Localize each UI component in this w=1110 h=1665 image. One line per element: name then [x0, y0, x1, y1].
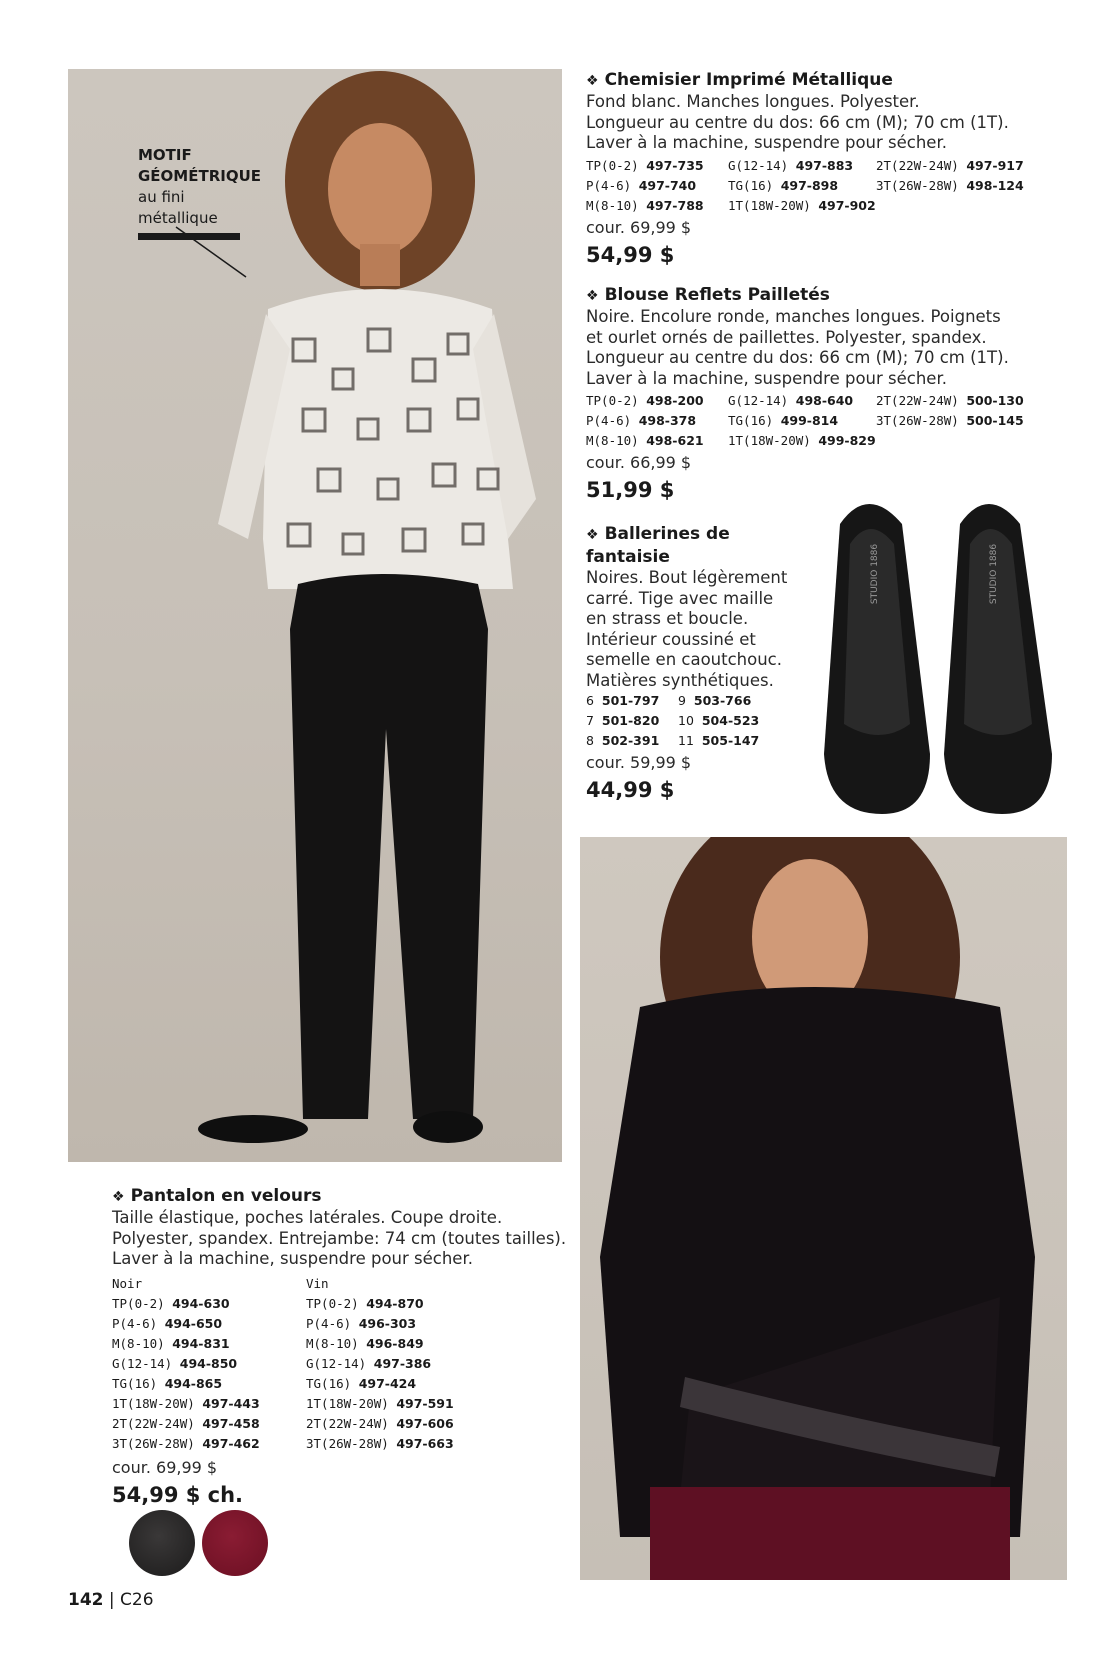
size-row: P(4-6) 496-303: [306, 1315, 417, 1331]
product-description: Noires. Bout légèrement carré. Tige avec maille en strass et boucle. Intérieur coussiné et semelle en caoutchouc. Matières synthétiques.: [586, 568, 788, 690]
color-column-vin: [306, 1274, 454, 1454]
size-row: 9 503-766: [678, 693, 752, 708]
color-size-table: [112, 1274, 572, 1458]
product-description: Taille élastique, poches latérales. Coupe droite. Polyester, spandex. Entrejambe: 74 cm (toutes tailles). Laver à la machine, suspendre pour sécher.: [112, 1208, 567, 1268]
size-row: 3T(26W-28W) 498-124: [876, 177, 1024, 193]
size-code-table: [586, 391, 1056, 453]
color-swatch-vin[interactable]: [202, 1510, 268, 1576]
page-number: 142: [68, 1590, 104, 1610]
size-row: 11 505-147: [678, 733, 760, 748]
diamond-bullet-icon: ❖: [112, 1189, 125, 1205]
size-row: M(8-10) 496-849: [306, 1335, 424, 1351]
size-row: TG(16) 497-424: [306, 1375, 417, 1391]
size-row: 6 501-797: [586, 693, 660, 708]
size-row: 3T(26W-28W) 497-462: [112, 1435, 260, 1451]
callout-geometric-motif: [138, 145, 261, 240]
shoes-illustration: [820, 484, 1060, 816]
size-row: TP(0-2) 498-200: [586, 393, 704, 408]
regular-price: cour. 69,99 $: [112, 1457, 218, 1477]
product-title: ❖ Pantalon en velours: [112, 1186, 322, 1206]
product-velvet-pants: [112, 1185, 572, 1510]
size-row: G(12-14) 494-850: [112, 1355, 238, 1371]
size-row: TG(16) 494-865: [112, 1375, 223, 1391]
diamond-bullet-icon: ❖: [586, 73, 599, 89]
size-row: P(4-6) 494-650: [112, 1315, 223, 1331]
size-row: P(4-6) 498-378: [586, 413, 697, 428]
color-name: Vin: [306, 1275, 329, 1291]
size-row: TP(0-2) 497-735: [586, 157, 704, 173]
color-swatch-noir[interactable]: [129, 1510, 195, 1576]
color-column-noir: [112, 1274, 260, 1454]
shoe-brand-text-right: STUDIO 1886: [989, 543, 999, 605]
sale-price: 51,99 $: [586, 478, 675, 502]
product-ballerinas: [586, 523, 816, 805]
sale-price: 44,99 $: [586, 778, 675, 802]
size-row: TP(0-2) 494-630: [112, 1295, 230, 1311]
color-name: Noir: [112, 1275, 143, 1291]
size-row: 1T(18W-20W) 497-591: [306, 1395, 454, 1411]
size-row: 2T(22W-24W) 497-458: [112, 1415, 260, 1431]
callout-line-4: métallique: [138, 209, 218, 227]
size-row: 3T(26W-28W) 497-663: [306, 1435, 454, 1451]
shoe-brand-text-left: STUDIO 1886: [870, 543, 880, 605]
size-row: 1T(18W-20W) 499-829: [728, 433, 876, 448]
model-illustration: [580, 837, 1067, 1580]
diamond-bullet-icon: ❖: [586, 527, 599, 543]
size-row: 1T(18W-20W) 497-443: [112, 1395, 260, 1411]
size-row: 2T(22W-24W) 497-917: [876, 157, 1024, 173]
callout-underline: [138, 233, 240, 240]
footer-separator: |: [108, 1590, 115, 1610]
page-footer: [68, 1590, 154, 1610]
size-row: G(12-14) 497-386: [306, 1355, 432, 1371]
product-sequin-blouse: [586, 284, 1056, 505]
size-row: 3T(26W-28W) 500-145: [876, 413, 1024, 428]
regular-price: cour. 66,99 $: [586, 453, 692, 472]
product-metallic-blouse: [586, 69, 1056, 270]
regular-price: cour. 59,99 $: [586, 753, 692, 772]
diamond-bullet-icon: ❖: [586, 288, 599, 304]
size-row: 2T(22W-24W) 500-130: [876, 393, 1024, 408]
product-title: ❖ Chemisier Imprimé Métallique: [586, 70, 893, 90]
size-row: G(12-14) 498-640: [728, 393, 854, 408]
model-photo-sequin-blouse: [580, 837, 1067, 1580]
callout-line-1: MOTIF: [138, 146, 192, 164]
product-title: ❖ Blouse Reflets Pailletés: [586, 285, 830, 305]
catalog-code: C26: [120, 1590, 154, 1610]
product-description: Noire. Encolure ronde, manches longues. Poignets et ourlet ornés de paillettes. Polyester, spandex. Longueur au centre du dos: 66 cm (M); 70 cm (1T). Laver à la machine, suspendre pour sécher.: [586, 307, 1009, 388]
size-row: TG(16) 499-814: [728, 413, 839, 428]
size-row: 7 501-820: [586, 713, 660, 728]
callout-line-3: au fini: [138, 188, 185, 206]
size-row: 1T(18W-20W) 497-902: [728, 197, 876, 213]
size-row: M(8-10) 494-831: [112, 1335, 230, 1351]
size-row: P(4-6) 497-740: [586, 177, 697, 193]
size-row: M(8-10) 497-788: [586, 197, 704, 213]
size-row: M(8-10) 498-621: [586, 433, 704, 448]
size-row: TP(0-2) 494-870: [306, 1295, 424, 1311]
size-row: G(12-14) 497-883: [728, 157, 854, 173]
size-code-table: [586, 156, 1056, 218]
product-title: ❖ Ballerines de fantaisie: [586, 524, 730, 567]
sale-price: 54,99 $: [586, 242, 675, 267]
product-description: Fond blanc. Manches longues. Polyester. Longueur au centre du dos: 66 cm (M); 70 cm (1T). Laver à la machine, suspendre pour sécher.: [586, 92, 1009, 152]
shoe-size-table: [586, 691, 816, 753]
sale-price: 54,99 $ ch.: [112, 1482, 244, 1507]
regular-price: cour. 69,99 $: [586, 217, 692, 237]
size-row: 2T(22W-24W) 497-606: [306, 1415, 454, 1431]
ballerina-shoes-photo: [820, 484, 1060, 816]
size-row: 10 504-523: [678, 713, 760, 728]
size-row: 8 502-391: [586, 733, 660, 748]
size-row: TG(16) 497-898: [728, 177, 839, 193]
callout-line-2: GÉOMÉTRIQUE: [138, 167, 262, 185]
